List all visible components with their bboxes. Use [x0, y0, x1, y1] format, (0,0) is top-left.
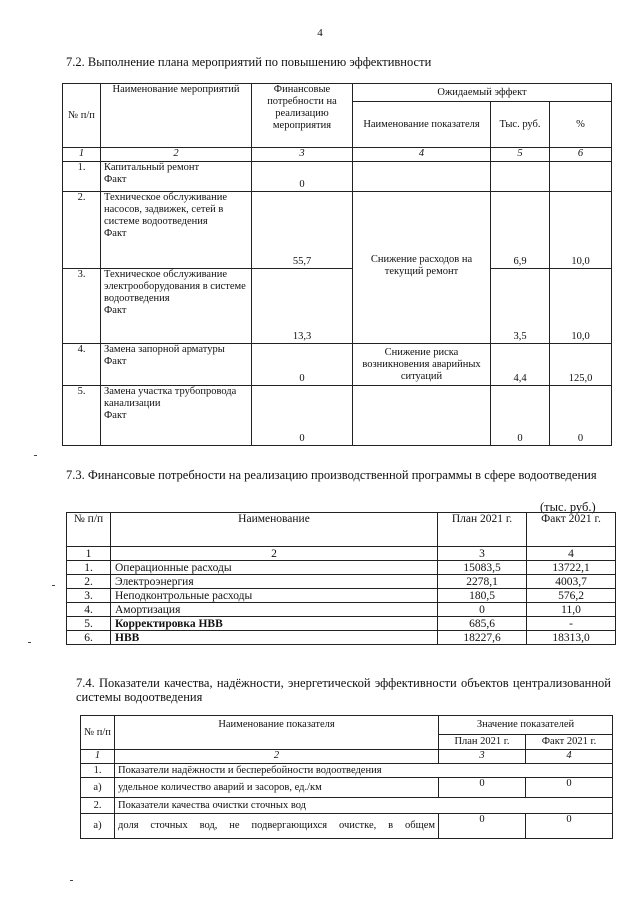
- index-cell: 2: [101, 148, 252, 162]
- table-row: [67, 589, 616, 603]
- indicator-cell: [353, 162, 491, 192]
- fact-value: 13722,1: [527, 561, 616, 575]
- row-number: 1.: [63, 162, 101, 192]
- row-name: Корректировка НВВ: [111, 617, 438, 631]
- row-number: а): [81, 814, 115, 839]
- table-row: [67, 617, 616, 631]
- row-number: 3.: [67, 589, 111, 603]
- row-number: 6.: [67, 631, 111, 645]
- indicator-name: удельное количество аварий и засоров, ед./км: [115, 778, 439, 798]
- scan-mark: [28, 642, 31, 643]
- index-cell: 4: [353, 148, 491, 162]
- index-cell: 6: [550, 148, 612, 162]
- row-number: 5.: [67, 617, 111, 631]
- table-row: [81, 778, 613, 798]
- measure-name: [101, 162, 252, 192]
- rub-value: [491, 162, 550, 192]
- measure-title: Капитальный ремонт: [104, 162, 200, 173]
- table-row: [63, 344, 612, 386]
- col-header-plan: План 2021 г.: [438, 513, 527, 547]
- plan-value: 15083,5: [438, 561, 527, 575]
- col-header-pct: %: [550, 102, 612, 148]
- measure-title: Техническое обслуживание электрооборудования в системе водоотведения: [104, 269, 246, 304]
- row-name: Операционные расходы: [111, 561, 438, 575]
- col-header-name: Наименование показателя: [115, 716, 439, 750]
- col-header-plan: План 2021 г.: [439, 735, 526, 750]
- fact-value: 18313,0: [527, 631, 616, 645]
- section-7-2-heading: 7.2. Выполнение плана мероприятий по повышению эффективности: [66, 55, 432, 69]
- table-row: [63, 162, 612, 192]
- index-cell: 1: [67, 547, 111, 561]
- col-header-num: № п/п: [81, 716, 115, 750]
- index-cell: 2: [115, 750, 439, 764]
- measure-title: Замена участка трубопровода канализации: [104, 386, 237, 409]
- unit-label: (тыс. руб.): [540, 500, 596, 514]
- rub-value: 6,9: [491, 192, 550, 269]
- fact-label: Факт: [104, 305, 127, 316]
- index-cell: 2: [111, 547, 438, 561]
- row-number: а): [81, 778, 115, 798]
- finance-needs-table: [66, 512, 616, 645]
- plan-value: 2278,1: [438, 575, 527, 589]
- col-header-num: № п/п: [67, 513, 111, 547]
- row-number: 3.: [63, 269, 101, 344]
- scan-mark: [34, 455, 37, 456]
- fact-value: -: [527, 617, 616, 631]
- efficiency-measures-table: [62, 83, 612, 446]
- col-header-indicator: Наименование показателя: [353, 102, 491, 148]
- row-number: 5.: [63, 386, 101, 446]
- table-row: [67, 575, 616, 589]
- col-header-fact: Факт 2021 г.: [526, 735, 613, 750]
- index-cell: 3: [252, 148, 353, 162]
- pct-value: 10,0: [550, 192, 612, 269]
- measure-title: Замена запорной арматуры: [104, 344, 225, 355]
- table-row: [81, 814, 613, 839]
- col-header-name: Наименование: [111, 513, 438, 547]
- col-header-effect: Ожидаемый эффект: [353, 84, 612, 102]
- plan-value: 180,5: [438, 589, 527, 603]
- fact-label: Факт: [104, 228, 127, 239]
- indicator-cell: Снижение расходов на текущий ремонт: [353, 192, 491, 344]
- fact-value: 4003,7: [527, 575, 616, 589]
- fact-label: Факт: [104, 410, 127, 421]
- table-row: [63, 269, 612, 344]
- indicator-cell: [353, 386, 491, 446]
- index-cell: 4: [527, 547, 616, 561]
- row-name: Неподконтрольные расходы: [111, 589, 438, 603]
- index-cell: 1: [63, 148, 101, 162]
- row-number: 4.: [67, 603, 111, 617]
- rub-value: 0: [491, 386, 550, 446]
- table-row: [67, 603, 616, 617]
- rub-value: 4,4: [491, 344, 550, 386]
- row-number: 2.: [63, 192, 101, 269]
- col-header-finance: Финансовые потребности на реализацию мероприятия: [252, 84, 353, 148]
- row-number: 2.: [81, 798, 115, 814]
- row-number: 4.: [63, 344, 101, 386]
- table-row: [63, 386, 612, 446]
- measure-name: [101, 269, 252, 344]
- rub-value: 3,5: [491, 269, 550, 344]
- col-header-value: Значение показателей: [439, 716, 613, 735]
- row-name: Электроэнергия: [111, 575, 438, 589]
- index-cell: 3: [439, 750, 526, 764]
- section-7-3-heading: 7.3. Финансовые потребности на реализацию производственной программы в сфере водоотведения: [66, 468, 597, 482]
- index-cell: 3: [438, 547, 527, 561]
- plan-value: 0: [438, 603, 527, 617]
- col-header-rub: Тыс. руб.: [491, 102, 550, 148]
- col-header-fact: Факт 2021 г.: [527, 513, 616, 547]
- fact-label: Факт: [104, 174, 127, 185]
- finance-value: 55,7: [252, 192, 353, 269]
- indicator-cell: Снижение риска возникновения аварийных ситуаций: [353, 344, 491, 386]
- fact-value: 0: [526, 778, 613, 798]
- measure-title: Техническое обслуживание насосов, задвижек, сетей в системе водоотведения: [104, 192, 227, 227]
- measure-name: [101, 192, 252, 269]
- table-row: [67, 631, 616, 645]
- table-row: [67, 561, 616, 575]
- table-row: [81, 798, 613, 814]
- plan-value: 0: [439, 814, 526, 839]
- scan-mark: [70, 880, 73, 881]
- plan-value: 0: [439, 778, 526, 798]
- pct-value: [550, 162, 612, 192]
- quality-indicators-table: [80, 715, 613, 839]
- pct-value: 125,0: [550, 344, 612, 386]
- finance-value: 0: [252, 386, 353, 446]
- row-name: НВВ: [111, 631, 438, 645]
- group-title: Показатели качества очистки сточных вод: [115, 798, 613, 814]
- section-7-4-heading: 7.4. Показатели качества, надёжности, энергетической эффективности объектов централизованной системы водоотведения: [76, 676, 611, 704]
- row-number: 2.: [67, 575, 111, 589]
- scan-mark: [52, 585, 55, 586]
- index-cell: 5: [491, 148, 550, 162]
- indicator-name: доля сточных вод, не подвергающихся очистке, в общем: [115, 814, 439, 839]
- plan-value: 685,6: [438, 617, 527, 631]
- fact-value: 0: [526, 814, 613, 839]
- finance-value: 0: [252, 344, 353, 386]
- measure-name: [101, 344, 252, 386]
- row-number: 1.: [81, 764, 115, 778]
- group-title: Показатели надёжности и бесперебойности водоотведения: [115, 764, 613, 778]
- col-header-name: Наименование мероприятий: [101, 84, 252, 148]
- pct-value: 10,0: [550, 269, 612, 344]
- col-header-num: № п/п: [63, 84, 101, 148]
- plan-value: 18227,6: [438, 631, 527, 645]
- row-name: Амортизация: [111, 603, 438, 617]
- page-number: 4: [317, 27, 323, 39]
- fact-label: Факт: [104, 356, 127, 367]
- finance-value: 0: [252, 162, 353, 192]
- fact-value: 11,0: [527, 603, 616, 617]
- table-row: [63, 192, 612, 269]
- measure-name: [101, 386, 252, 446]
- index-cell: 4: [526, 750, 613, 764]
- table-row: [81, 764, 613, 778]
- fact-value: 576,2: [527, 589, 616, 603]
- row-number: 1.: [67, 561, 111, 575]
- finance-value: 13,3: [252, 269, 353, 344]
- index-cell: 1: [81, 750, 115, 764]
- pct-value: 0: [550, 386, 612, 446]
